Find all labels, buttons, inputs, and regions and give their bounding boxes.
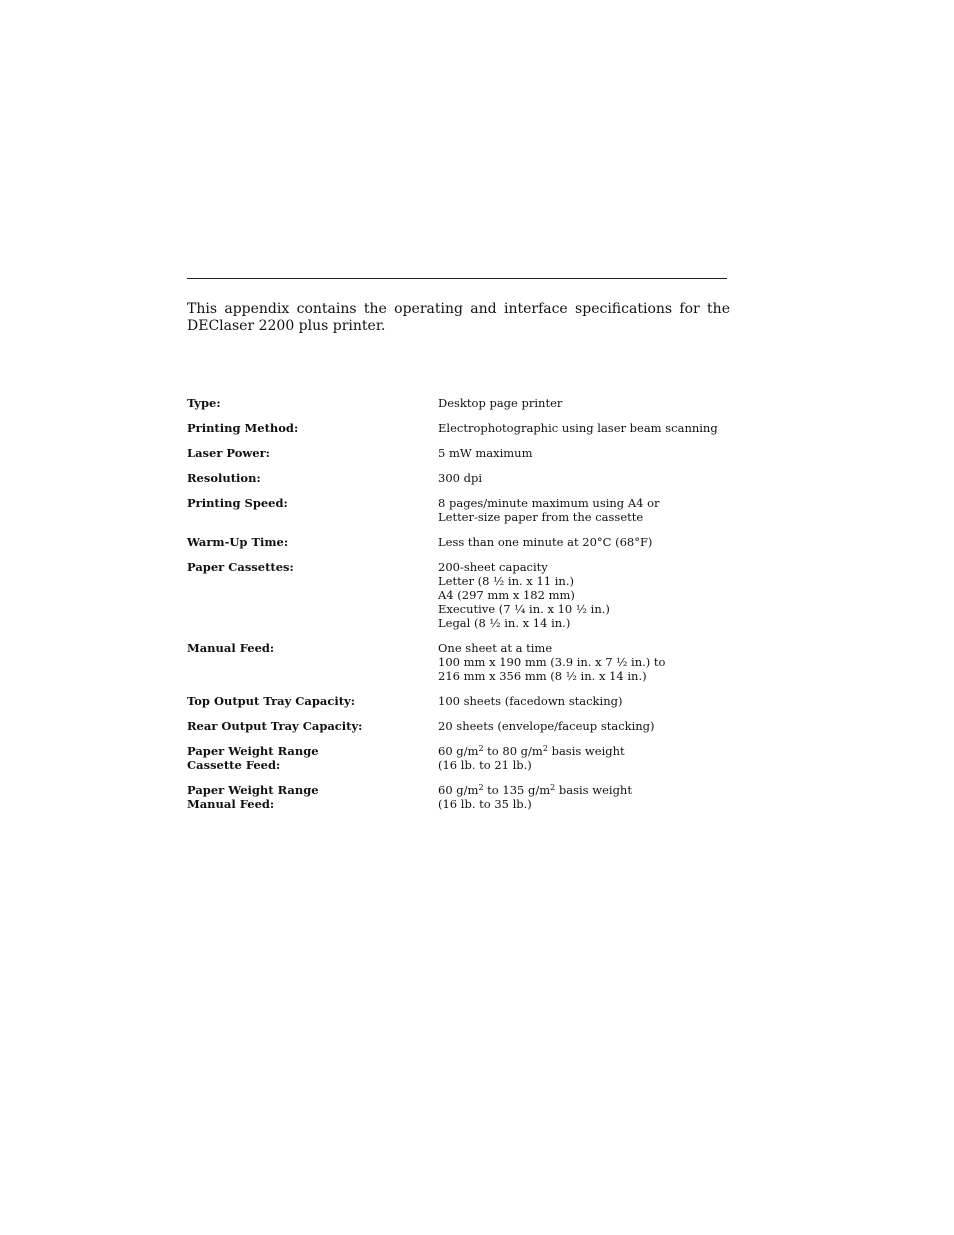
spec-value-line: (16 lb. to 35 lb.) bbox=[438, 797, 532, 811]
spec-row bbox=[187, 641, 747, 683]
spec-label-line: Manual Feed: bbox=[187, 797, 275, 811]
spec-value bbox=[438, 535, 747, 549]
text-fragment: basis weight bbox=[547, 744, 625, 758]
spec-row bbox=[187, 783, 747, 811]
spec-row bbox=[187, 560, 747, 630]
spec-label bbox=[187, 694, 438, 708]
spec-label-line: Cassette Feed: bbox=[187, 758, 281, 772]
spec-label bbox=[187, 396, 438, 410]
spec-value bbox=[438, 560, 747, 630]
spec-label bbox=[187, 446, 438, 460]
spec-value-line: 216 mm x 356 mm (8 ½ in. x 14 in.) bbox=[438, 669, 647, 683]
spec-value bbox=[438, 396, 747, 410]
spec-label-line: Rear Output Tray Capacity: bbox=[187, 719, 363, 733]
spec-label-line: Laser Power: bbox=[187, 446, 270, 460]
spec-row bbox=[187, 446, 747, 460]
intro-paragraph: This appendix contains the operating and interface specifications for the DEClaser 2200 plus printer. bbox=[187, 301, 730, 334]
spec-label bbox=[187, 471, 438, 485]
spec-value-line bbox=[438, 783, 747, 797]
spec-value bbox=[438, 783, 747, 811]
spec-value-line: Desktop page printer bbox=[438, 396, 563, 410]
spec-label bbox=[187, 719, 438, 733]
spec-value-line: Executive (7 ¼ in. x 10 ½ in.) bbox=[438, 602, 610, 616]
spec-value-line: 300 dpi bbox=[438, 471, 483, 485]
spec-row bbox=[187, 396, 747, 410]
spec-value bbox=[438, 694, 747, 708]
spec-label-line: Paper Weight Range bbox=[187, 744, 319, 758]
spec-value bbox=[438, 421, 747, 435]
spec-value-line: 100 sheets (facedown stacking) bbox=[438, 694, 623, 708]
text-fragment: 60 g/m bbox=[438, 783, 479, 797]
spec-value bbox=[438, 719, 747, 733]
spec-value-line: (16 lb. to 21 lb.) bbox=[438, 758, 532, 772]
spec-value-line: 200-sheet capacity bbox=[438, 560, 548, 574]
spec-row bbox=[187, 421, 747, 435]
spec-label bbox=[187, 560, 438, 630]
spec-value-line: Letter (8 ½ in. x 11 in.) bbox=[438, 574, 574, 588]
spec-row bbox=[187, 535, 747, 549]
text-fragment: to 135 g/m bbox=[483, 783, 551, 797]
spec-label-line: Paper Cassettes: bbox=[187, 560, 294, 574]
spec-value bbox=[438, 471, 747, 485]
text-fragment: 60 g/m bbox=[438, 744, 479, 758]
spec-label bbox=[187, 496, 438, 524]
superscript: 2 bbox=[542, 744, 548, 753]
spec-label bbox=[187, 421, 438, 435]
spec-value-line: 5 mW maximum bbox=[438, 446, 533, 460]
spec-row bbox=[187, 744, 747, 772]
superscript: 2 bbox=[550, 783, 556, 792]
text-fragment: basis weight bbox=[555, 783, 632, 797]
spec-value-line: A4 (297 mm x 182 mm) bbox=[438, 588, 575, 602]
text-fragment: to 80 g/m bbox=[483, 744, 543, 758]
spec-label-line: Paper Weight Range bbox=[187, 783, 319, 797]
superscript: 2 bbox=[478, 783, 484, 792]
spec-value bbox=[438, 446, 747, 460]
spec-label-line: Printing Speed: bbox=[187, 496, 288, 510]
spec-value-line: Electrophotographic using laser beam scanning bbox=[438, 421, 718, 435]
spec-label-line: Warm-Up Time: bbox=[187, 535, 289, 549]
spec-row bbox=[187, 471, 747, 485]
spec-row bbox=[187, 496, 747, 524]
spec-value-line: 100 mm x 190 mm (3.9 in. x 7 ½ in.) to bbox=[438, 655, 666, 669]
spec-value bbox=[438, 744, 747, 772]
spec-value-line bbox=[438, 744, 747, 758]
spec-value-line: 8 pages/minute maximum using A4 or bbox=[438, 496, 660, 510]
spec-value-line: 20 sheets (envelope/faceup stacking) bbox=[438, 719, 655, 733]
spec-value-line: Letter-size paper from the cassette bbox=[438, 510, 644, 524]
spec-label-line: Manual Feed: bbox=[187, 641, 275, 655]
specifications-table bbox=[187, 396, 747, 822]
spec-label bbox=[187, 535, 438, 549]
spec-value bbox=[438, 641, 747, 683]
spec-value-line: One sheet at a time bbox=[438, 641, 553, 655]
horizontal-rule bbox=[187, 278, 727, 279]
spec-label bbox=[187, 641, 438, 683]
spec-row bbox=[187, 694, 747, 708]
spec-value-line: Less than one minute at 20°C (68°F) bbox=[438, 535, 653, 549]
spec-label-line: Resolution: bbox=[187, 471, 261, 485]
spec-label-line: Printing Method: bbox=[187, 421, 299, 435]
spec-row bbox=[187, 719, 747, 733]
spec-label bbox=[187, 783, 438, 811]
superscript: 2 bbox=[478, 744, 484, 753]
spec-value bbox=[438, 496, 747, 524]
spec-label-line: Type: bbox=[187, 396, 221, 410]
spec-label-line: Top Output Tray Capacity: bbox=[187, 694, 355, 708]
spec-label bbox=[187, 744, 438, 772]
spec-value-line: Legal (8 ½ in. x 14 in.) bbox=[438, 616, 571, 630]
